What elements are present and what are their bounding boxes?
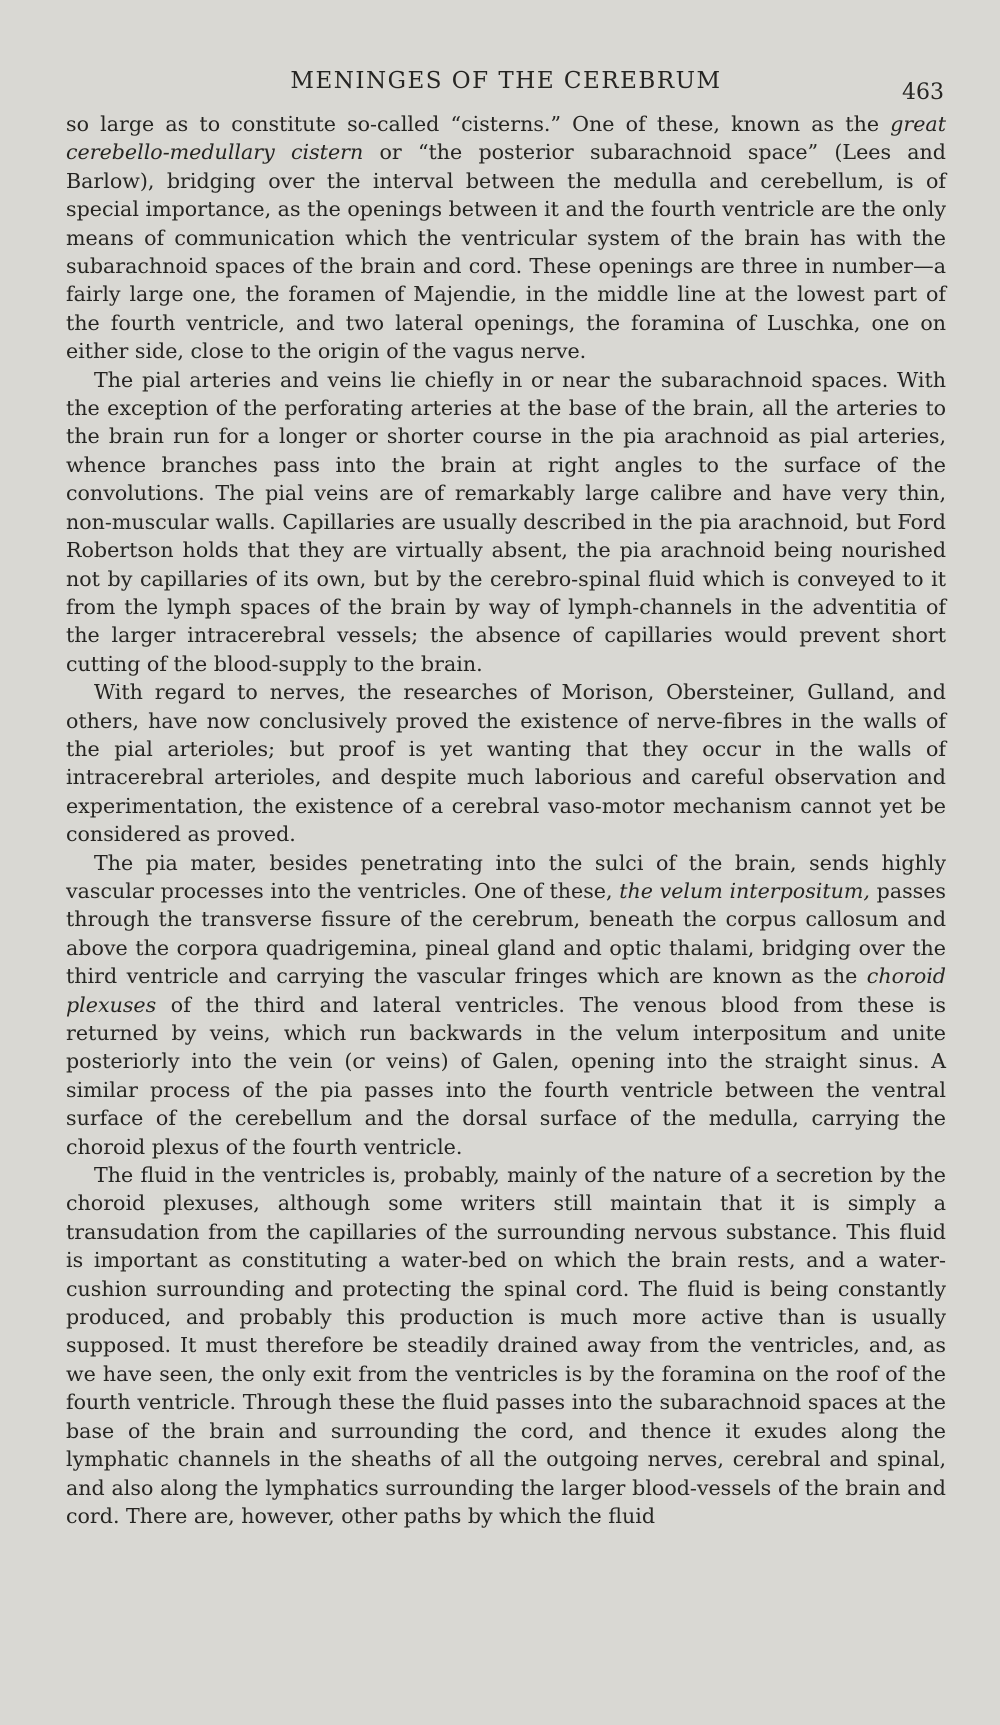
body-text bbox=[66, 110, 946, 1530]
paragraph-5-text: The fluid in the ventricles is, probably, mainly of the nature of a secretion by the choroid plexuses, although some writers still maintain that it is simply a transudation from the capillaries of the surrounding nervous substance. This fluid is important as constituting a water-bed on which the brain rests, and a water-cushion surrounding and protecting the spinal cord. The fluid is being constantly produced, and probably this production is much more active than is usually supposed. It must therefore be steadily drained away from the ventricles, and, as we have seen, the only exit from the ventricles is by the foramina on the roof of the fourth ventricle. Through these the fluid passes into the subarachnoid spaces at the base of the brain and surrounding the cord, and thence it exudes along the lymphatic channels in the sheaths of all the outgoing nerves, cerebral and spinal, and also along the lymphatics surrounding the larger blood-vessels of the brain and cord. There are, however, other paths by which the fluid bbox=[66, 1163, 946, 1528]
paragraph-3 bbox=[66, 678, 946, 848]
paragraph-2-text: The pial arteries and veins lie chiefly in or near the subarachnoid spaces. With the exception of the perforating arteries at the base of the brain, all the arteries to the brain run for a longer or shorter course in the pia arachnoid as pial arteries, whence branches pass into the brain at right angles to the surface of the convolutions. The pial veins are of remarkably large calibre and have very thin, non-muscular walls. Capillaries are usually described in the pia arachnoid, but Ford Robertson holds that they are virtually absent, the pia arachnoid being nourished not by capillaries of its own, but by the cerebro-spinal fluid which is conveyed to it from the lymph spaces of the brain by way of lymph-channels in the adventitia of the larger intracerebral vessels; the absence of capillaries would prevent short cutting of the blood-supply to the brain. bbox=[66, 367, 946, 676]
paragraph-5 bbox=[66, 1161, 946, 1530]
paragraph-1 bbox=[66, 110, 946, 366]
paragraph-2 bbox=[66, 366, 946, 678]
term-choroid-plexuses: choroid plexuses bbox=[66, 964, 946, 1017]
paragraph-1-text-2: or “the posterior subarachnoid space” (Lees and Barlow), bridging over the interval between the medulla and cerebellum, is of special importance, as the openings between it and the fourth ventricle are the only means of communication which the ventricular system of the brain has with the subarachnoid spaces of the brain and cord. These openings are three in number—a fairly large one, the foramen of Majendie, in the middle line at the lowest part of the fourth ventricle, and two lateral openings, the foramina of Luschka, one on either side, close to the origin of the vagus nerve. bbox=[66, 140, 946, 364]
term-great-cerebello-medullary-cistern: great cerebello-medullary cistern bbox=[66, 112, 946, 165]
paragraph-3-text: With regard to nerves, the researches of Morison, Obersteiner, Gulland, and others, have now conclusively proved the existence of nerve-fibres in the walls of the pial arterioles; but proof is yet wanting that they occur in the walls of intracerebral arterioles, and despite much laborious and careful observation and experimentation, the existence of a cerebral vaso-motor mechanism cannot yet be considered as proved. bbox=[66, 680, 946, 847]
paragraph-1-text-1: so large as to constitute so-called “cisterns.” One of these, known as the bbox=[66, 112, 891, 136]
paragraph-4-text-1: The pia mater, besides penetrating into the sulci of the brain, sends highly vascular processes into the ventricles. One of these, bbox=[66, 850, 946, 903]
page-number: 463 bbox=[902, 80, 944, 105]
paragraph-4-text-3: of the third and lateral ventricles. The venous blood from these is returned by veins, which run backwards in the velum interpositum and unite posteriorly into the vein (or veins) of Galen, opening into the straight sinus. A similar process of the pia passes into the fourth ventricle between the ventral surface of the cerebellum and the dorsal surface of the medulla, carrying the choroid plexus of the fourth ventricle. bbox=[66, 992, 946, 1159]
page-header bbox=[66, 58, 946, 110]
paragraph-4 bbox=[66, 849, 946, 1161]
term-velum-interpositum: the velum interpositum, bbox=[619, 878, 870, 903]
paragraph-4-text-2: passes through the transverse fissure of the cerebrum, beneath the corpus callosum and above the corpora quadrigemina, pineal gland and optic thalami, bridging over the third ventricle and carrying the vascular fringes which are known as the bbox=[66, 878, 946, 989]
running-head: MENINGES OF THE CEREBRUM bbox=[290, 68, 722, 94]
